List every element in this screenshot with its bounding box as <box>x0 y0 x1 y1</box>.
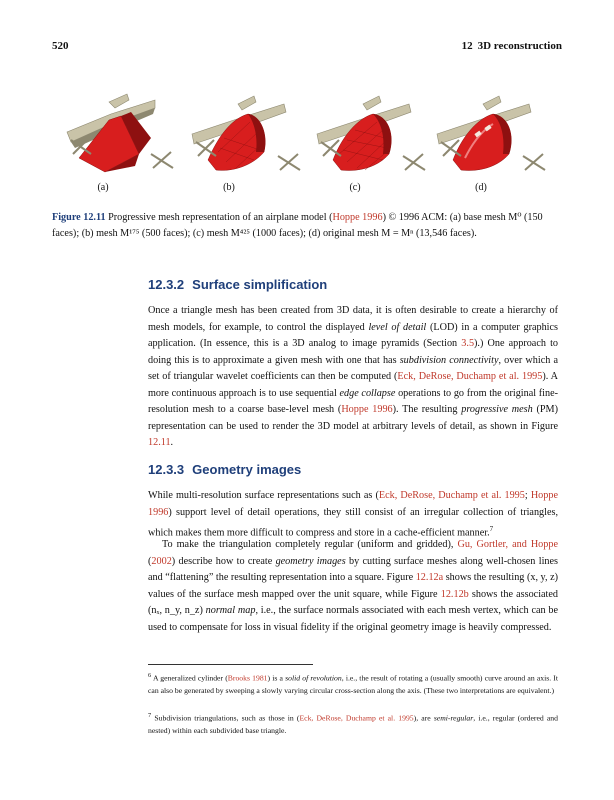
section-title: Geometry images <box>192 462 302 477</box>
footnote-6: $^6$ A generalized cylinder (Brooks 1981) is a solid of revolution, i.e., the result of rotating a (usually smooth) curve around an axis. It can also be generated by sweeping a slowly varying circular cross-section along the axis. (These two interpretations are equivalent.) <box>148 672 559 695</box>
citation-link[interactable]: Hoppe 1996 <box>332 212 383 223</box>
paragraph: To make the triangulation completely regular (uniform and gridded), Gu, Gortler, and Hoppe (2002) describe how to create geometry images by cutting surface meshes along well-chosen lines and “flattening” the resulting representation into a square. Figure 12.12a shows the resulting (x, y, z) values of the surface mesh mapped over the unit square, while Figure 12.12b shows the associated (nₓ, n_y, n_z) normal map, i.e., the surface normals associated with each mesh vertex, which can be used to compensate for loss in visual fidelity if the original geometry image is heavily compressed. <box>148 539 558 633</box>
caption-text: ) © 1996 ACM: (a) base mesh M⁰ (150 faces); (b) mesh M¹⁷⁵ (500 faces); (c) mesh M⁴²⁵ (1000 faces); (d) original mesh M = Mⁿ (13,546 faces). <box>52 212 543 239</box>
citation-link[interactable]: Eck, DeRose, Duchamp et al. 1995 <box>299 713 414 723</box>
chapter-heading <box>462 40 562 52</box>
section-title: Surface simplification <box>192 277 328 292</box>
section-heading-surface-simplification <box>148 277 327 292</box>
figure-12-11 <box>60 92 555 180</box>
paragraph: While multi-resolution surface representations such as (Eck, DeRose, Duchamp et al. 1995; Hoppe 1996) support level of detail operations, they still consist of an irregular collection of triangles, which makes them more difficult to compress and store in a cache-efficient manner.$^7$ <box>148 490 558 539</box>
figure-caption <box>52 210 562 242</box>
citation-link[interactable]: 2002 <box>151 555 172 567</box>
citation-link[interactable]: Hoppe 1996 <box>341 404 393 415</box>
figure-label: Figure 12.11 <box>52 212 106 223</box>
citation-link[interactable]: Eck, DeRose, Duchamp et al. 1995 <box>397 371 543 382</box>
figure-ref-link[interactable]: 12.11 <box>148 437 171 448</box>
citation-link[interactable]: Brooks 1981 <box>227 673 268 683</box>
paragraph: Once a triangle mesh has been created from 3D data, it is often desirable to create a hierarchy of mesh models, for example, to control the displayed level of detail (LOD) in a computer graphics application. (In essence, this is a 3D analog to image pyramids (Section 3.5).) One approach to doing this is to approximate a given mesh with one that has subdivision connectivity, over which a set of triangular wavelet coefficients can then be computed (Eck, DeRose, Duchamp et al. 1995). A more continuous approach is to use sequential edge collapse operations to go from the original fine-resolution mesh to a coarse base-level mesh (Hoppe 1996). The resulting progressive mesh (PM) representation can be used to render the 3D model at arbitrary levels of detail, as shown in Figure 12.11. <box>148 305 559 448</box>
citation-link[interactable]: Hoppe 1996 <box>148 490 558 518</box>
page-number: 520 <box>52 40 69 52</box>
citation-link[interactable]: Gu, Gortler, and Hoppe <box>457 539 558 550</box>
airplane-mesh-425-image <box>315 92 435 180</box>
section-ref-link[interactable]: 3.5 <box>461 338 475 349</box>
section-number: 12.3.3 <box>148 462 185 477</box>
chapter-title: 3D reconstruction <box>477 40 562 52</box>
footnote-rule <box>148 664 313 665</box>
airplane-original-mesh-image <box>435 92 555 180</box>
chapter-number: 12 <box>461 40 473 52</box>
section-number: 12.3.2 <box>148 277 185 292</box>
airplane-base-mesh-image <box>65 92 185 180</box>
figure-ref-link[interactable]: 12.12a <box>415 572 444 583</box>
sublabel-a: (a) <box>97 182 109 193</box>
citation-link[interactable]: Eck, DeRose, Duchamp et al. 1995 <box>378 490 525 501</box>
figure-ref-link[interactable]: 12.12b <box>440 588 469 600</box>
footnote-marker[interactable]: 7 <box>489 525 494 533</box>
figure-sublabels <box>60 182 555 196</box>
section-heading-geometry-images <box>148 462 301 477</box>
sublabel-b: (b) <box>223 182 235 193</box>
running-header <box>52 40 562 56</box>
caption-text: Progressive mesh representation of an airplane model ( <box>105 212 333 223</box>
footnote-7: $^7$ Subdivision triangulations, such as those in (Eck, DeRose, Duchamp et al. 1995), are semi-regular, i.e., regular (ordered and nested) within each subdivided base triangle. <box>148 712 558 735</box>
airplane-mesh-175-image <box>190 92 310 180</box>
sublabel-d: (d) <box>475 182 487 193</box>
sublabel-c: (c) <box>349 182 361 193</box>
